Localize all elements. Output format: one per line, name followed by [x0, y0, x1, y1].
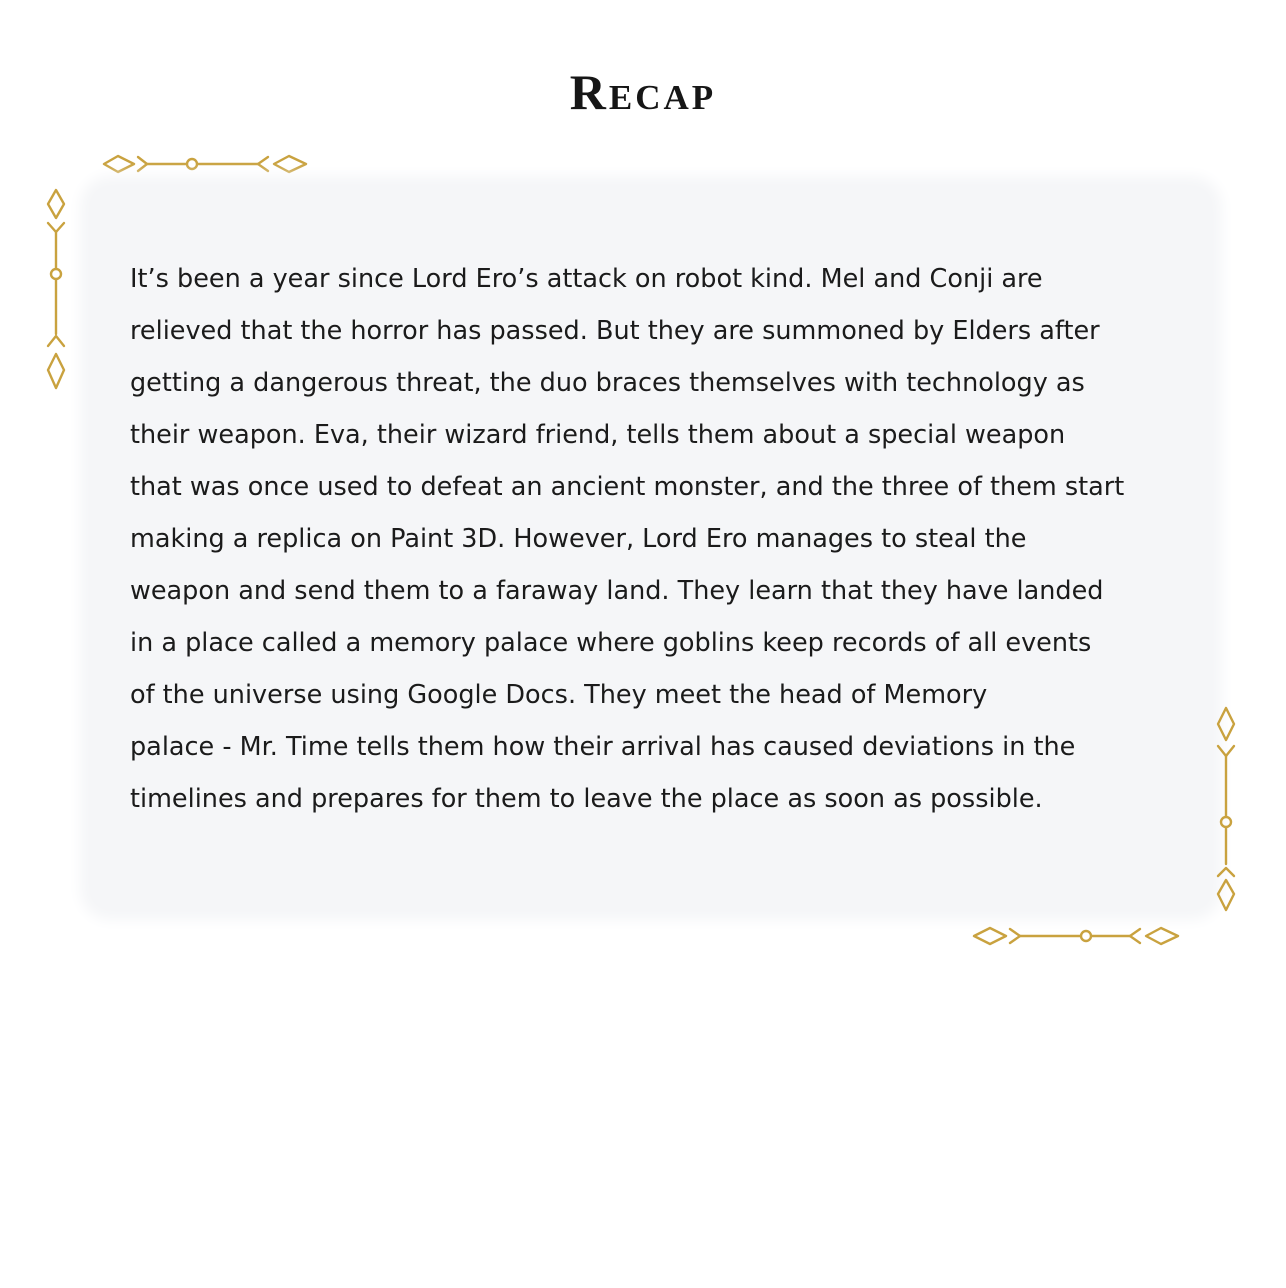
recap-line: timelines and prepares for them to leave the place as soon as possible.: [130, 784, 1043, 814]
recap-line: getting a dangerous threat, the duo braces themselves with technology as: [130, 368, 1085, 398]
recap-line: It’s been a year since Lord Ero’s attack on robot kind. Mel and Conji are: [130, 264, 1043, 294]
flourish-top-left-horizontal-icon: [100, 146, 310, 180]
flourish-top-left-vertical-icon: [38, 186, 74, 398]
recap-line: making a replica on Paint 3D. However, Lord Ero manages to steal the: [130, 524, 1027, 554]
recap-paragraph: [130, 253, 1210, 825]
recap-line: of the universe using Google Docs. They meet the head of Memory: [130, 680, 988, 710]
recap-line: their weapon. Eva, their wizard friend, tells them about a special weapon: [130, 420, 1066, 450]
recap-line: weapon and send them to a faraway land. They learn that they have landed: [130, 576, 1104, 606]
page-title: Recap: [569, 64, 717, 120]
recap-line: palace - Mr. Time tells them how their arrival has caused deviations in the: [130, 732, 1076, 762]
recap-line: relieved that the horror has passed. But they are summoned by Elders after: [130, 316, 1100, 346]
flourish-bottom-right-vertical-icon: [1208, 704, 1244, 916]
recap-line: in a place called a memory palace where goblins keep records of all events: [130, 628, 1092, 658]
flourish-bottom-right-horizontal-icon: [970, 918, 1182, 952]
recap-line: that was once used to defeat an ancient monster, and the three of them start: [130, 472, 1125, 502]
